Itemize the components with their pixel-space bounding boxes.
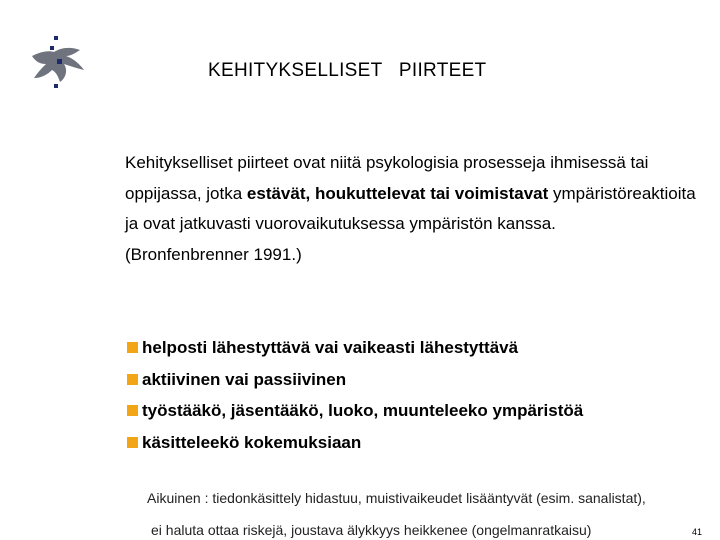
definition-paragraph (125, 148, 705, 270)
slide-title: KEHITYKSELLISET PIIRTEET (208, 60, 487, 81)
square-bullet-icon (127, 342, 138, 353)
bullet-text: käsitteleekö kokemuksiaan (142, 432, 362, 452)
trait-bullet-list (127, 332, 583, 458)
list-item (127, 395, 583, 427)
bullet-text: aktiivinen vai passiivinen (142, 369, 347, 389)
paragraph-text-2: ympäristöreaktioita ja ovat jatkuvasti vuorovaikutuksessa ympäristön kanssa. (125, 183, 696, 233)
paragraph-bold-phrase: estävät, houkuttelevat tai voimistavat (246, 183, 549, 203)
square-bullet-icon (127, 405, 138, 416)
list-item (127, 427, 583, 459)
page-number: 41 (692, 527, 703, 537)
adult-note-line-2: ei haluta ottaa riskejä, joustava älykkyys heikkenee (ongelmanratkaisu) (151, 522, 592, 538)
adult-note-line-1: Aikuinen : tiedonkäsittely hidastuu, muistivaikeudet lisääntyvät (esim. sanalistat), (147, 490, 646, 506)
list-item (127, 332, 583, 364)
square-bullet-icon (127, 437, 138, 448)
list-item (127, 364, 583, 396)
paragraph-text-1: Kehitykselliset piirteet ovat niitä psykologisia prosesseja ihmisessä tai oppijassa, jotka (125, 153, 649, 203)
bullet-text: työstääkö, jäsentääkö, luoko, muunteleeko ympäristöä (142, 401, 584, 420)
citation: (Bronfenbrenner 1991.) (125, 244, 302, 264)
square-bullet-icon (127, 374, 138, 385)
bullet-text: helposti lähestyttävä vai vaikeasti lähestyttävä (142, 338, 519, 357)
university-flame-logo-icon (26, 34, 88, 94)
